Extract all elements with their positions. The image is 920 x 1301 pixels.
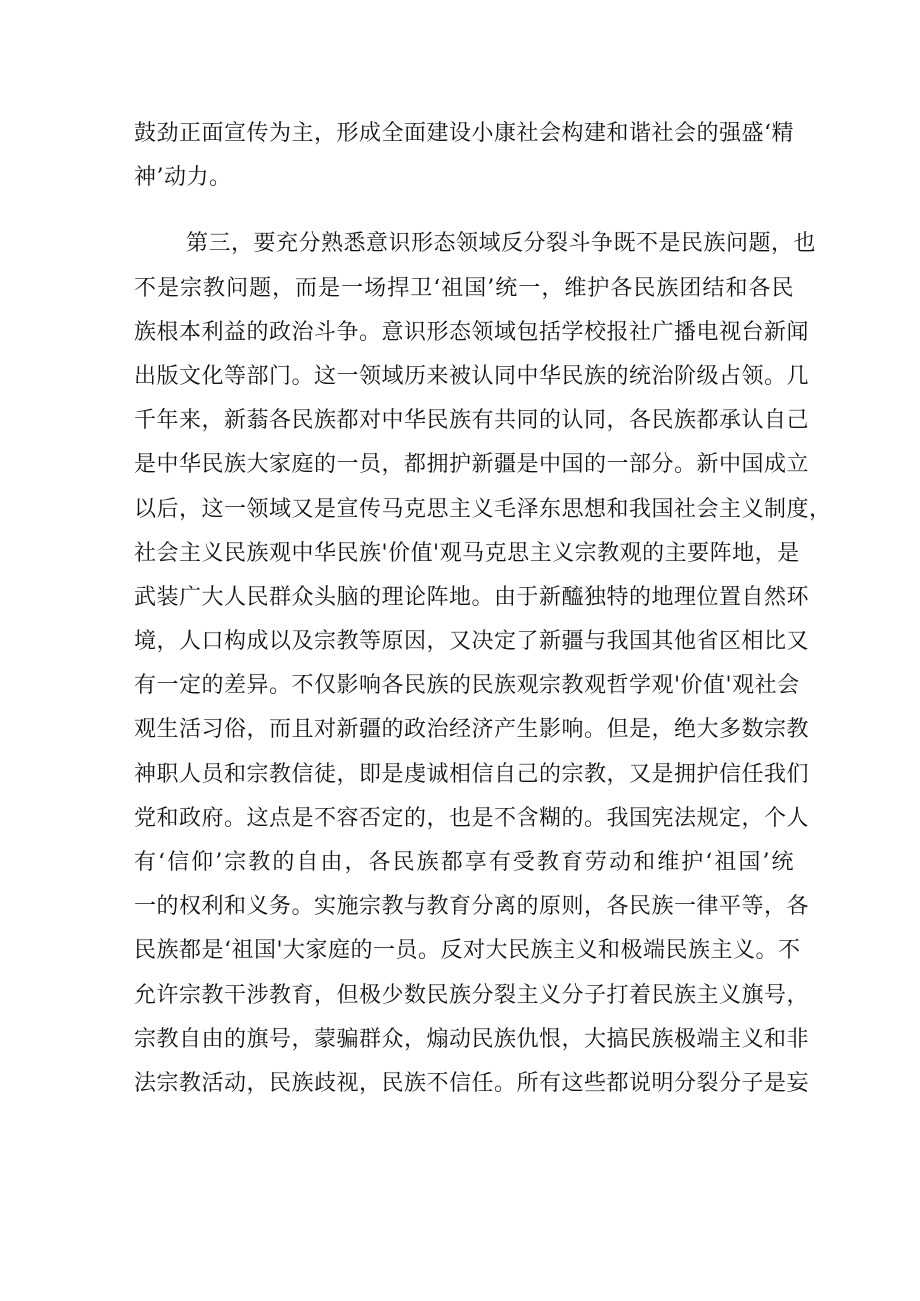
text-line: 第三，要充分熟悉意识形态领域反分裂斗争既不是民族问题，也: [186, 231, 817, 257]
text-line: 宗教自由的旗号，蒙骗群众，煽动民族仇恨，大搞民族极端主义和非: [134, 1026, 810, 1052]
text-line: 鼓劲正面宣传为主，形成全面建设小康社会构建和谐社会的强盛‘精: [134, 121, 794, 146]
paragraph-gap: [134, 200, 794, 222]
body-text: [134, 112, 832, 1106]
text-line: 不是宗教问题，而是一场捍卫‘祖国’统一，维护各民族团结和各民: [134, 275, 794, 301]
text-line: 武装广大人民群众头脑的理论阵地。由于新醯独特的地理位置自然环: [134, 584, 810, 610]
text-line: 境，人口构成以及宗教等原因，又决定了新疆与我国其他省区相比又: [134, 629, 810, 655]
text-line: 法宗教活动，民族歧视，民族不信任。所有这些都说明分裂分子是妄: [134, 1070, 810, 1096]
text-line: 观生活习俗，而且对新疆的政治经济产生影响。但是，绝大多数宗教: [134, 717, 810, 743]
text-line: 神职人员和宗教信徒，即是虔诚相信自己的宗教，又是拥护信任我们: [134, 761, 810, 787]
text-line: 民族都是‘祖国'大家庭的一员。反对大民族主义和极端民族主义。不: [134, 938, 801, 964]
text-line: 社会主义民族观中华民族'价值'观马克思主义宗教观的主要阵地，是: [134, 540, 800, 566]
text-line: 党和政府。这点是不容否定的，也是不含糊的。我国宪法规定，个人: [134, 805, 810, 831]
text-line: 出版文化等部门。这一领域历来被认同中华民族的统治阶级占领。几: [134, 363, 810, 389]
paragraph-2: [134, 222, 832, 1106]
text-line: 以后，这一领域又是宣传马克思主义毛泽东思想和我国社会主义制度，: [134, 496, 832, 522]
text-line: 有一定的差异。不仅影响各民族的民族观宗教观哲学观'价值'观社会: [134, 673, 800, 699]
text-line: 千年来，新蓊各民族都对中华民族有共同的认同，各民族都承认自己: [134, 408, 810, 434]
text-line: 神’动力。: [134, 165, 232, 191]
text-line: 允许宗教干涉教育，但极少数民族分裂主义分子打着民族主义旗号，: [134, 982, 810, 1008]
text-line: 是中华民族大家庭的一员，都拥护新疆是中国的一部分。新中国成立: [134, 452, 810, 478]
text-line: 一的权利和义务。实施宗教与教育分离的原则，各民族一律平等，各: [134, 894, 810, 920]
paragraph-1: [134, 112, 794, 200]
text-line: 族根本利益的政治斗争。意识形态领域包括学校报社广播电视台新闻: [134, 319, 810, 345]
text-line: 有‘信仰’宗教的自由，各民族都享有受教育劳动和维护‘祖国’统: [134, 850, 794, 875]
